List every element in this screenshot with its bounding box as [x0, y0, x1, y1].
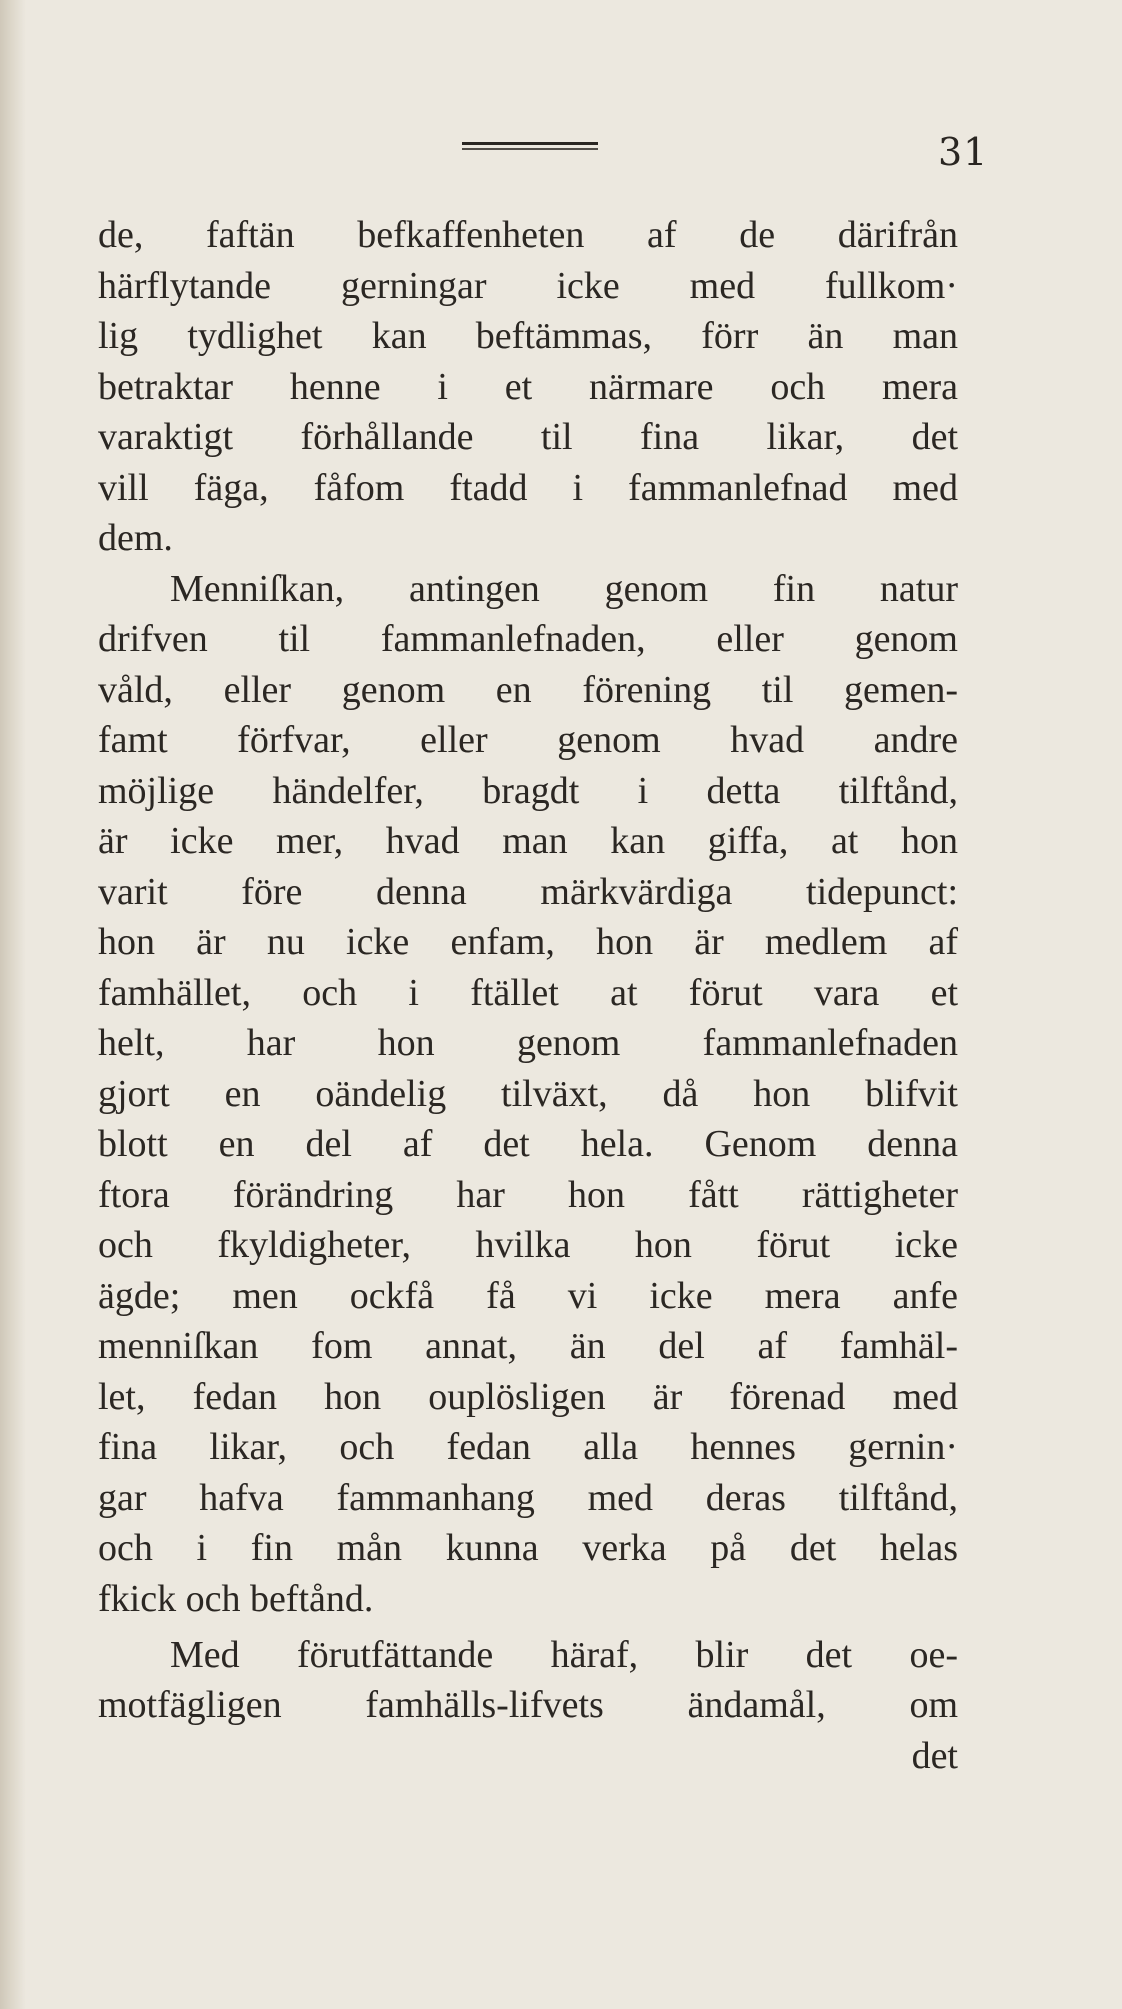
page-number: 31: [938, 130, 989, 174]
text-line: fina likar, och fedan alla hennes gernin·: [98, 1426, 958, 1468]
text-line: och fkyldigheter, hvilka hon förut icke: [98, 1224, 958, 1266]
text-line: menniſkan fom annat, än del af famhäl-: [98, 1325, 958, 1367]
text-line: Med förutfättande häraf, blir det oe-: [170, 1633, 958, 1676]
header-rule-thick: [462, 142, 598, 145]
catchword: det: [911, 1734, 958, 1777]
text-line: betraktar henne i et närmare och mera: [98, 365, 958, 408]
text-line: Menniſkan, antingen genom fin natur: [170, 567, 958, 610]
text-line: drifven til fammanlefnaden, eller genom: [98, 618, 958, 660]
header-rule: [462, 142, 598, 154]
text-line: blott en del af det hela. Genom denna: [98, 1123, 958, 1165]
text-line: hon är nu icke enfam, hon är medlem af: [98, 921, 958, 963]
text-line: famhället, och i ftället at förut vara et: [98, 971, 958, 1014]
text-line: är icke mer, hvad man kan giffa, at hon: [98, 820, 958, 862]
text-line: möjlige händelfer, bragdt i detta tilftånd,: [98, 769, 958, 812]
text-line: härflytande gerningar icke med fullkom·: [98, 264, 958, 307]
text-line: fkick och beftånd.: [98, 1577, 374, 1620]
text-line: de, faftän befkaffenheten af de därifrån: [98, 214, 958, 256]
text-line: våld, eller genom en förening til gemen-: [98, 668, 958, 711]
text-line: motfägligen famhälls-lifvets ändamål, om: [98, 1684, 958, 1726]
text-line: gjort en oändelig tilväxt, då hon blifvit: [98, 1072, 958, 1115]
text-line: gar hafva fammanhang med deras tilftånd,: [98, 1476, 958, 1519]
text-line: let, fedan hon ouplösligen är förenad med: [98, 1375, 958, 1418]
text-line: famt förfvar, eller genom hvad andre: [98, 719, 958, 761]
text-line: vill fäga, fåfom ftadd i fammanlefnad med: [98, 466, 958, 509]
text-line: ägde; men ockfå få vi icke mera anfe: [98, 1274, 958, 1317]
text-line: lig tydlighet kan beftämmas, förr än man: [98, 315, 958, 357]
text-line: helt, har hon genom fammanlefnaden: [98, 1022, 958, 1064]
text-line: och i fin mån kunna verka på det helas: [98, 1527, 958, 1569]
text-line: dem.: [98, 517, 173, 559]
text-line: varit före denna märkvärdiga tidepunct:: [98, 870, 958, 913]
body-text: [98, 210, 958, 1781]
text-line: varaktigt förhållande til fina likar, det: [98, 416, 958, 458]
header-rule-thin: [462, 148, 598, 150]
text-line: ftora förändring har hon fått rättigheter: [98, 1173, 958, 1216]
